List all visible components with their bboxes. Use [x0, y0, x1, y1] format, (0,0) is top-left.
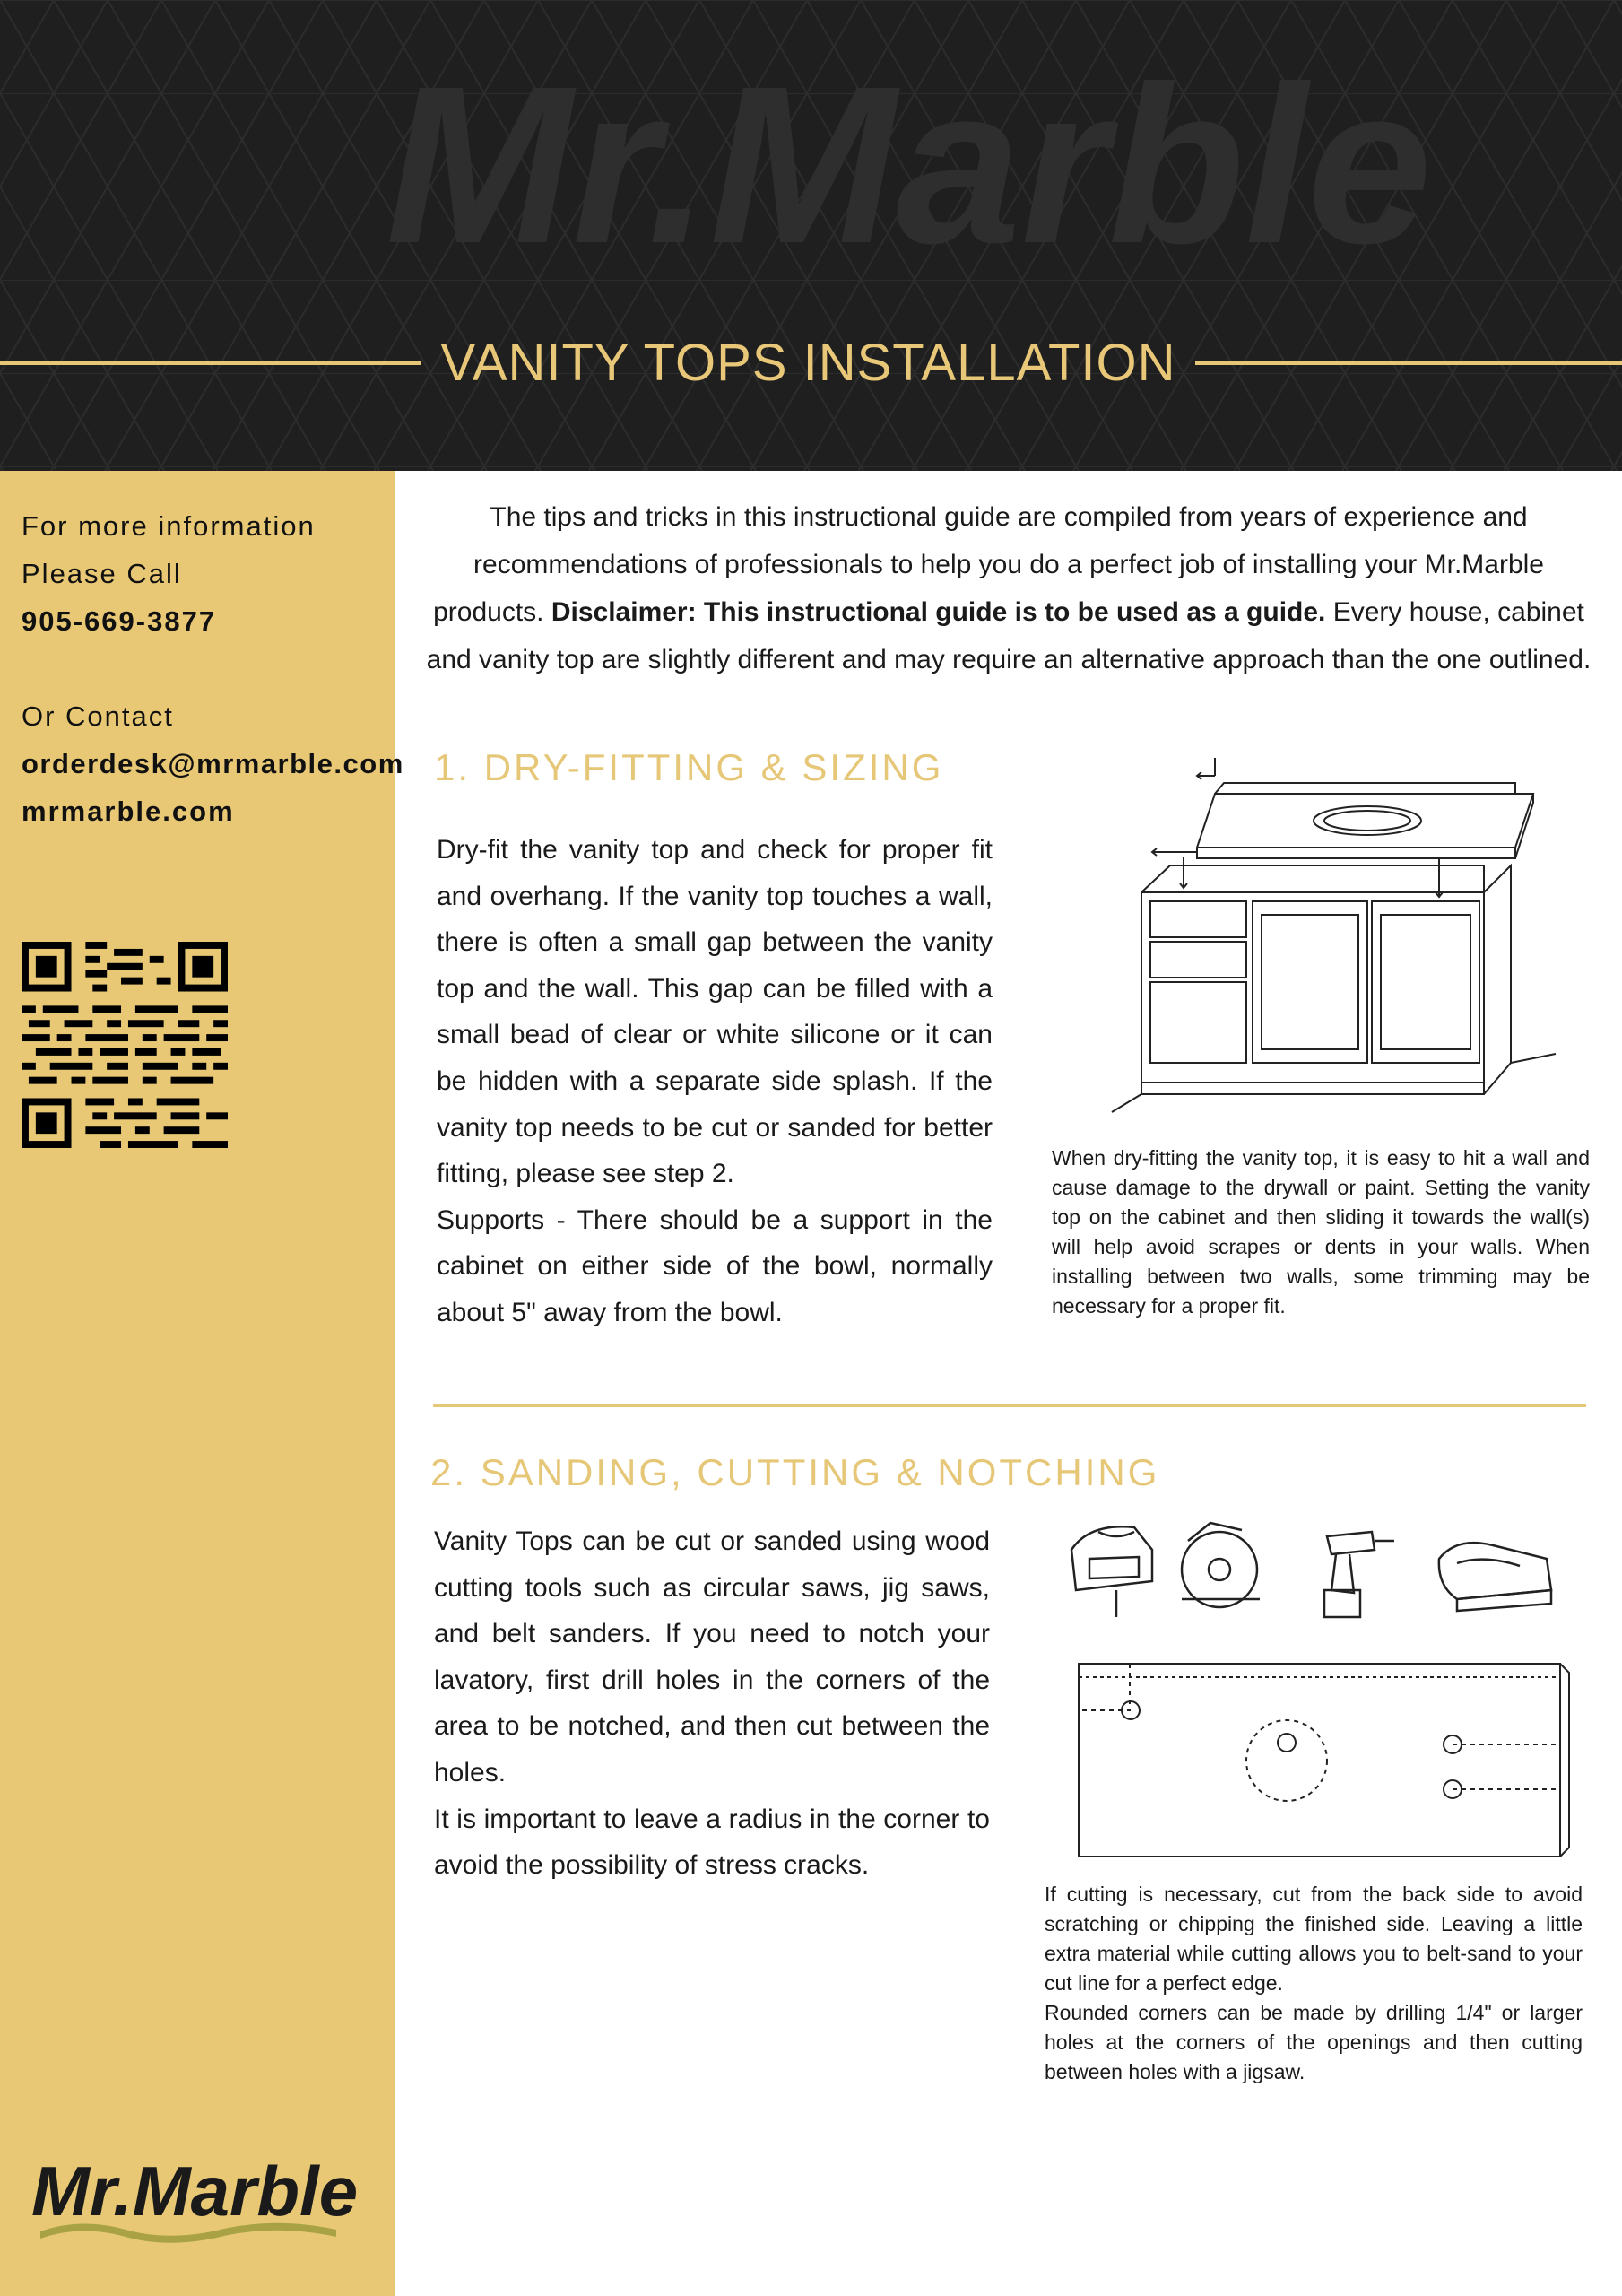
- section-2-caption-1: If cutting is necessary, cut from the back side to avoid scratching or chipping the finished side. Leaving a little extra material while cutting allows you to belt-sand to your cut line for a perfect edge.: [1045, 1883, 1583, 1995]
- section-2-caption: [1045, 1880, 1583, 2087]
- section-2-caption-2: Rounded corners can be made by drilling 1/4" or larger holes at the corners of the openings and then cutting between holes with a jigsaw.: [1045, 2001, 1583, 2083]
- page-title: VANITY TOPS INSTALLATION: [440, 334, 1176, 392]
- section-2-paragraph-1: Vanity Tops can be cut or sanded using wood cutting tools such as circular saws, jig saws, and belt sanders. If you need to notch your lavatory, first drill holes in the corners of the area to be notched, and then cut between the holes.: [434, 1526, 990, 1787]
- qr-code-icon[interactable]: [22, 942, 228, 1148]
- circular-saw-icon: [1182, 1523, 1260, 1607]
- info-line-2: Please Call: [22, 558, 182, 589]
- vanity-cabinet-illustration: [1098, 758, 1547, 1117]
- section-2-paragraph-2: It is important to leave a radius in the corner to avoid the possibility of stress cracks.: [434, 1804, 990, 1881]
- section-1-title: 1. DRY-FITTING & SIZING: [434, 746, 944, 788]
- svg-text:Mr.Marble: Mr.Marble: [386, 39, 1432, 290]
- section-divider: [433, 1404, 1586, 1407]
- section-1-caption: When dry-fitting the vanity top, it is easy to hit a wall and cause damage to the drywall or paint. Setting the vanity top on the cabinet and then sliding it towards the wall(s) will help avoid scrapes or dents in your walls. When installing between two walls, some trimming may be necessary for a proper fit.: [1052, 1146, 1590, 1318]
- power-tools-illustration: [1063, 1514, 1556, 1626]
- phone-link[interactable]: 905-669-3877: [22, 605, 217, 637]
- mr-marble-logo: [27, 2144, 359, 2251]
- section-2-body: [434, 1518, 990, 1889]
- intro-text: The tips and tricks in this instructional guide are compiled from years of experience and recommendations of professionals to help you do a perfect job of installing your Mr.Marble products.: [433, 502, 1544, 627]
- section-2-title: 2. SANDING, CUTTING & NOTCHING: [430, 1451, 1160, 1493]
- title-rule-left: [0, 361, 421, 365]
- email-link[interactable]: orderdesk@mrmarble.com: [22, 748, 404, 779]
- intro-text-end: Every house, cabinet and vanity top are slightly different and may require an alternative approach than the one outlined.: [426, 597, 1592, 674]
- section-1-body: [437, 827, 993, 1336]
- title-rule-right: [1195, 361, 1622, 365]
- info-line-1: For more information: [22, 510, 316, 542]
- website-link[interactable]: mrmarble.com: [22, 796, 235, 827]
- header-banner: [0, 0, 1622, 471]
- intro-paragraph: [421, 493, 1596, 683]
- jig-saw-icon: [1071, 1526, 1152, 1617]
- notching-diagram: [1071, 1655, 1574, 1861]
- belt-sander-icon: [1439, 1543, 1551, 1611]
- section-1-paragraph-1: Dry-fit the vanity top and check for proper fit and overhang. If the vanity top touches a wall, there is often a small gap between the vanity top and the wall. This gap can be filled with a small bead of clear or white silicone or it can be hidden with a separate side splash. If the vanity top needs to be cut or sanded for better fitting, please see step 2.: [437, 835, 993, 1189]
- section-1-paragraph-2: Supports - There should be a support in the cabinet on either side of the bowl, normally about 5" away from the bowl.: [437, 1205, 993, 1327]
- watermark-logo: [377, 36, 1432, 323]
- disclaimer-text: Disclaimer: This instructional guide is to be used as a guide.: [551, 597, 1326, 627]
- contact-label: Or Contact: [22, 700, 174, 732]
- drill-icon: [1324, 1532, 1394, 1617]
- svg-text:Mr.Marble: Mr.Marble: [31, 2152, 359, 2231]
